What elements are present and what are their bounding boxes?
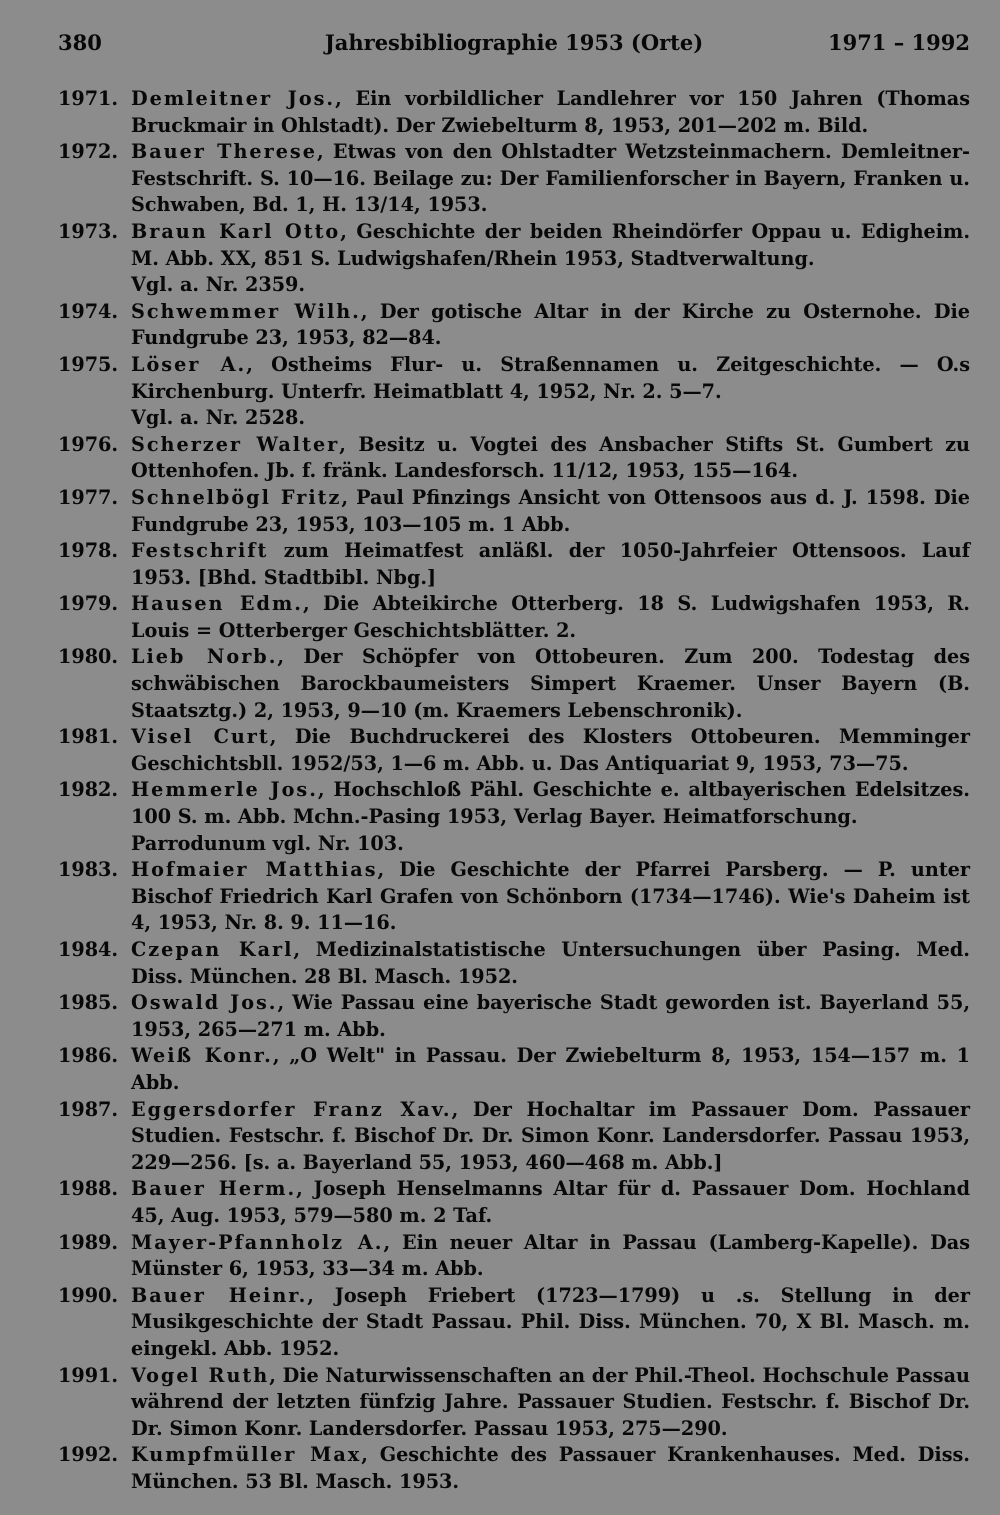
entry-text — [131, 1363, 970, 1443]
entry-citation: , Geschichte der beiden Rheindörfer Oppau u. Edigheim. M. Abb. XX, 851 S. Ludwigshafen/Rhein 1953, Stadtverwaltung. — [131, 219, 971, 270]
bibliography-entry — [58, 139, 970, 219]
running-title: Jahresbibliographie 1953 (Orte) — [324, 30, 704, 55]
entry-number: 1981. — [58, 725, 119, 749]
entry-number: 1983. — [58, 858, 119, 882]
entry-author: Hemmerle Jos. — [131, 778, 318, 802]
entry-author: Scherzer Walter — [131, 432, 340, 456]
entry-cross-reference: Vgl. a. Nr. 2528. — [131, 406, 306, 430]
entry-text — [131, 1230, 970, 1283]
entry-author: Vogel Ruth — [131, 1363, 270, 1387]
bibliography-entry — [58, 299, 970, 352]
bibliography-entry — [58, 724, 970, 777]
entry-text — [131, 299, 970, 352]
entry-text — [131, 1442, 970, 1495]
entry-author: Bauer Heinr. — [131, 1283, 308, 1307]
entry-text — [131, 857, 970, 937]
entry-author: Visel Curt — [131, 725, 270, 749]
bibliography-entry — [58, 644, 970, 724]
bibliography-entry — [58, 1097, 970, 1177]
bibliography-entry — [58, 1230, 970, 1283]
entry-citation: , Der Hochaltar im Passauer Dom. Passauer Studien. Festschr. f. Bischof Dr. Dr. Simon Konr. Landersdorfer. Passau 1953, 229—256. [s. a. Bayerland 55, 1953, 460—468 m. Abb.] — [131, 1097, 970, 1174]
entry-citation: , Joseph Friebert (1723—1799) u .s. Stellung in der Musikgeschichte der Stadt Passau. Phil. Diss. München. 70, X Bl. Masch. m. eingekl. Abb. 1952. — [131, 1283, 970, 1360]
entry-text — [131, 724, 970, 777]
entry-cross-reference: Vgl. a. Nr. 2359. — [131, 273, 306, 297]
entry-number: 1979. — [58, 592, 119, 616]
entry-number: 1971. — [58, 87, 119, 110]
entry-author: Kumpfmüller Max — [131, 1443, 362, 1467]
entry-number: 1988. — [58, 1177, 119, 1201]
entry-citation: , Wie Passau eine bayerische Stadt geworden ist. Bayerland 55, 1953, 265—271 m. Abb. — [131, 991, 971, 1041]
entry-author: Bauer Herm. — [131, 1177, 297, 1201]
entry-citation: , Ostheims Flur- u. Straßennamen u. Zeitgeschichte. — O.s Kirchenburg. Unterfr. Heimatblatt 4, 1952, Nr. 2. 5—7. — [131, 352, 970, 403]
entry-text — [131, 485, 970, 538]
entry-citation: , Geschichte des Passauer Krankenhauses. Med. Diss. München. 53 Bl. Masch. 1953. — [131, 1443, 970, 1493]
entry-author: Braun Karl Otto — [131, 219, 341, 243]
entry-author: Weiß Konr. — [131, 1044, 273, 1068]
entry-author: Hofmaier Matthias — [131, 858, 378, 882]
entry-citation: , Die Buchdruckerei des Klosters Ottobeuren. Memminger Geschichtsbll. 1952/53, 1—6 m. Abb. u. Das Antiquariat 9, 1953, 73—75. — [131, 725, 970, 775]
entry-citation: , Ein neuer Altar in Passau (Lamberg-Kapelle). Das Münster 6, 1953, 33—34 m. Abb. — [131, 1230, 970, 1281]
entry-author: Czepan Karl — [131, 938, 294, 961]
entry-citation: , Joseph Henselmanns Altar für d. Passauer Dom. Hochland 45, Aug. 1953, 579—580 m. 2 Taf. — [131, 1177, 970, 1227]
entry-number: 1974. — [58, 299, 119, 323]
entry-text — [131, 139, 970, 219]
entry-author: Mayer-Pfannholz A. — [131, 1230, 384, 1254]
bibliography-entry — [58, 485, 970, 538]
entry-number: 1980. — [58, 645, 119, 669]
entry-text — [131, 937, 970, 990]
entry-number: 1975. — [58, 352, 119, 376]
entry-number: 1982. — [58, 778, 119, 802]
page-header — [58, 30, 970, 62]
bibliography-entry — [58, 352, 970, 432]
entry-text — [131, 538, 970, 591]
entry-author: Hausen Edm. — [131, 592, 303, 616]
entry-text — [131, 777, 970, 830]
entry-citation: , Ein vorbildlicher Landlehrer vor 150 Jahren (Thomas Bruckmair in Ohlstadt). Der Zwiebelturm 8, 1953, 201—202 m. Bild. — [131, 87, 970, 137]
entry-citation: , Der gotische Altar in der Kirche zu Osternohe. Die Fundgrube 23, 1953, 82—84. — [131, 299, 970, 350]
entry-citation: , Medizinalstatistische Untersuchungen über Pasing. Med. Diss. München. 28 Bl. Masch. 1952. — [131, 938, 970, 988]
bibliography-entry — [58, 1176, 970, 1229]
entry-text — [131, 1097, 970, 1177]
bibliography-entry — [58, 86, 970, 139]
entry-number: 1986. — [58, 1044, 119, 1068]
bibliography-entry — [58, 937, 970, 990]
bibliography-entry — [58, 777, 970, 857]
entry-citation: , Hochschloß Pähl. Geschichte e. altbayerischen Edelsitzes. 100 S. m. Abb. Mchn.-Pasing 1953, Verlag Bayer. Heimatforschung. — [131, 778, 970, 829]
entry-text — [131, 591, 970, 644]
bibliography-list — [58, 86, 970, 1495]
entry-text — [131, 644, 970, 724]
entry-author: Oswald Jos. — [131, 991, 278, 1015]
bibliography-entry — [58, 857, 970, 937]
entry-text — [131, 86, 970, 139]
entry-text — [131, 352, 970, 405]
entry-number: 1978. — [58, 539, 119, 563]
entry-citation: , Der Schöpfer von Ottobeuren. Zum 200. Todestag des schwäbischen Barockbaumeisters Simpert Kraemer. Unser Bayern (B. Staatsztg.) 2, 1953, 9—10 (m. Kraemers Lebenschronik). — [131, 645, 970, 722]
entry-citation: , Etwas von den Ohlstadter Wetzsteinmachern. Demleitner-Festschrift. S. 10—16. Beilage zu: Der Familienforscher in Bayern, Franken u. Schwaben, Bd. 1, H. 13/14, 1953. — [131, 140, 970, 217]
bibliography-entry — [58, 432, 970, 485]
entry-text — [131, 219, 970, 272]
entry-number: 1989. — [58, 1230, 119, 1254]
bibliography-entry — [58, 990, 970, 1043]
entry-number: 1976. — [58, 432, 119, 456]
bibliography-entry — [58, 1363, 970, 1443]
entry-number: 1990. — [58, 1283, 119, 1307]
entry-author: Lieb Norb. — [131, 645, 278, 669]
bibliography-entry — [58, 1442, 970, 1495]
entry-citation: , Die Abteikirche Otterberg. 18 S. Ludwigshafen 1953, R. Louis = Otterberger Geschichtsblätter. 2. — [131, 592, 970, 642]
entry-author: Schnelbögl Fritz — [131, 485, 342, 509]
entry-text — [131, 432, 970, 485]
bibliography-entry — [58, 538, 970, 591]
entry-author: Demleitner Jos. — [131, 87, 336, 110]
entry-author: Löser A. — [131, 352, 247, 376]
entry-author: Festschrift — [131, 539, 269, 563]
entry-number: 1985. — [58, 991, 119, 1015]
entry-number: 1972. — [58, 140, 119, 164]
entry-citation: , „O Welt" in Passau. Der Zwiebelturm 8, 1953, 154—157 m. 1 Abb. — [131, 1044, 970, 1094]
entry-author: Bauer Therese — [131, 140, 317, 164]
entry-text — [131, 1176, 970, 1229]
entry-text — [131, 1043, 970, 1096]
bibliography-entry — [58, 1043, 970, 1096]
entry-citation: , Paul Pfinzings Ansicht von Ottensoos aus d. J. 1598. Die Fundgrube 23, 1953, 103—105 m. 1 Abb. — [131, 485, 971, 536]
entry-number: 1977. — [58, 485, 119, 509]
entry-number: 1987. — [58, 1097, 119, 1121]
entry-author: Eggersdorfer Franz Xav. — [131, 1097, 452, 1121]
bibliography-entry — [58, 591, 970, 644]
entry-text — [131, 990, 970, 1043]
entry-citation: zum Heimatfest anläßl. der 1050-Jahrfeier Ottensoos. Lauf 1953. [Bhd. Stadtbibl. Nbg.] — [131, 539, 970, 589]
entry-citation: , Besitz u. Vogtei des Ansbacher Stifts St. Gumbert zu Ottenhofen. Jb. f. fränk. Landesforsch. 11/12, 1953, 155—164. — [131, 432, 970, 483]
entry-range: 1971 – 1992 — [827, 30, 970, 55]
page-number: 380 — [58, 30, 102, 55]
entry-citation: , Die Naturwissenschaften an der Phil.-Theol. Hochschule Passau während der letzten fünfzig Jahre. Passauer Studien. Festschr. f. Bischof Dr. Dr. Simon Konr. Landersdorfer. Passau 1953, 275—290. — [131, 1363, 970, 1440]
entry-author: Schwemmer Wilh. — [131, 299, 361, 323]
entry-number: 1991. — [58, 1363, 119, 1387]
entry-cross-reference: Parrodunum vgl. Nr. 103. — [131, 831, 404, 855]
entry-number: 1992. — [58, 1443, 119, 1467]
entry-number: 1984. — [58, 938, 119, 961]
entry-number: 1973. — [58, 219, 119, 243]
bibliography-entry — [58, 1283, 970, 1363]
entry-citation: , Die Geschichte der Pfarrei Parsberg. — P. unter Bischof Friedrich Karl Grafen von Schönborn (1734—1746). Wie's Daheim ist 4, 1953, Nr. 8. 9. 11—16. — [131, 858, 970, 935]
bibliography-entry — [58, 219, 970, 299]
entry-text — [131, 1283, 970, 1363]
